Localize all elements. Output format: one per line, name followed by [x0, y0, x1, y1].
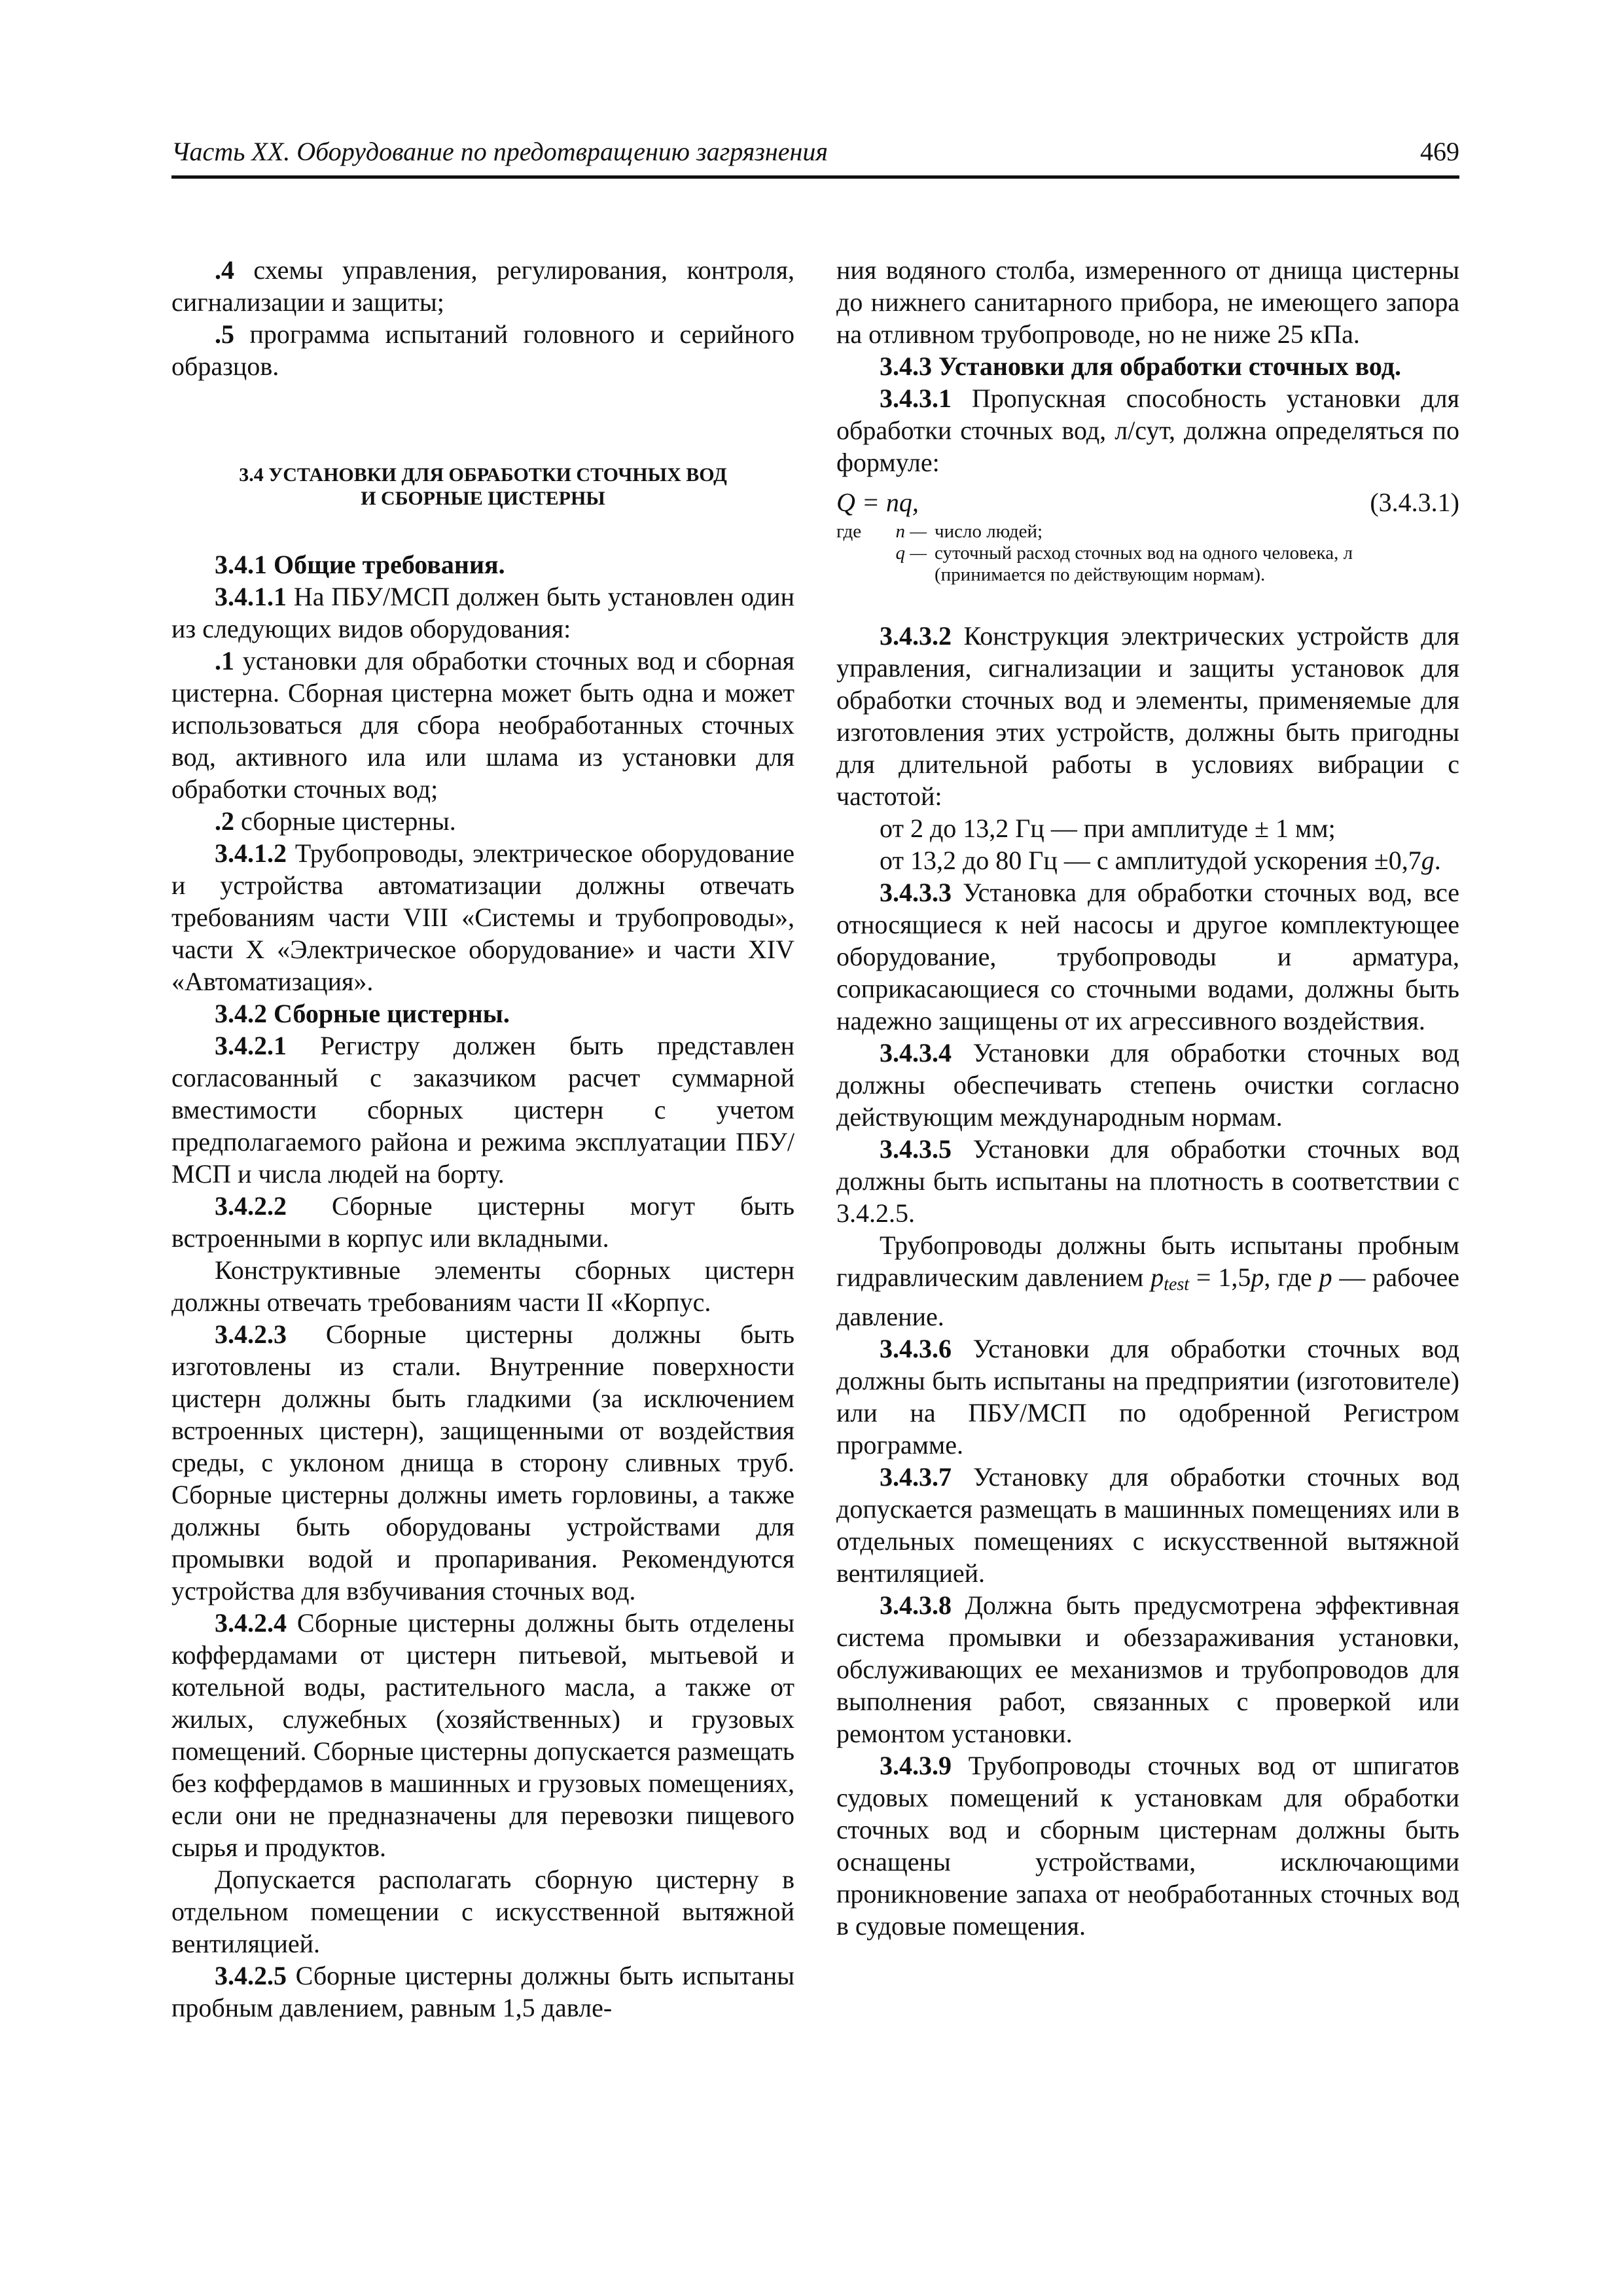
legend-definition-q: суточный расход сточных вод на одного человека, л (принимается по действующим нормам). [935, 543, 1353, 585]
paragraph-text: Сборные цистерны могут быть встроенными в корпус или вкладными. [171, 1191, 794, 1253]
clause-number: 3.4.1.2 [215, 838, 287, 868]
clause-number: 3.4.2.5 [215, 1961, 287, 1990]
paragraph-text: схемы управления, регулирования, контроля, сигнализации и защиты; [171, 255, 794, 317]
paragraph-text: Установки для обработки сточных вод должны быть испытаны на предприятии (изготовителе) или на ПБУ/МСП по одобренной Регистром программе. [836, 1334, 1459, 1460]
paragraph-3-4-3-4 [836, 1037, 1459, 1133]
symbol-p: p [1150, 1263, 1164, 1292]
heading-3-4-1: 3.4.1 Общие требования. [215, 550, 505, 579]
clause-number: 3.4.1.1 [215, 582, 287, 611]
clause-number: 3.4.3.2 [880, 621, 952, 651]
paragraph-text: Установка для обработки сточных вод, все относящиеся к ней насосы и другое комплектующее оборудование, трубопроводы и арматура, соприкасающиеся со сточными водами, должны быть надежно защищены от их агрессивного воздействия. [836, 878, 1459, 1035]
paragraph-text: , где [1264, 1263, 1319, 1292]
heading-3-4-2: 3.4.2 Сборные цистерны. [215, 999, 510, 1028]
paragraph-text: Установки для обработки сточных вод должны обеспечивать степень очистки согласно действующим международным нормам. [836, 1038, 1459, 1132]
item-number: .5 [215, 319, 234, 349]
paragraph-text: Конструкция электрических устройств для управления, сигнализации и защиты установок для обработки сточных вод и элементы, применяемые для изготовления этих устройств, должны быть пригодны для длительной работы в условиях вибрации с частотой: [836, 621, 1459, 811]
running-title: Часть XX. Оборудование по предотвращению загрязнения [171, 137, 828, 166]
paragraph-3-4-3-3 [836, 876, 1459, 1037]
paragraph-text: программа испытаний головного и серийного образцов. [171, 319, 794, 381]
paragraph-text: Трубопроводы должны быть испытаны пробным гидравлическим давлением [836, 1230, 1459, 1292]
paragraph-text: — рабочее давление. [836, 1263, 1459, 1331]
page-number: 469 [1420, 137, 1459, 166]
paragraph-text: = 1,5 [1189, 1263, 1251, 1292]
symbol-g: g [1421, 846, 1435, 875]
item-number: .2 [215, 806, 234, 836]
paragraph-list-item-2 [171, 805, 794, 837]
paragraph-3-4-2-5 [171, 1960, 794, 2024]
formula-legend [836, 521, 1459, 586]
legend-symbol-n: n — [895, 521, 927, 542]
paragraph-3-4-3-7 [836, 1461, 1459, 1589]
clause-number: 3.4.3.9 [880, 1751, 952, 1780]
clause-number: 3.4.3.3 [880, 878, 952, 907]
section-title-line: И СБОРНЫЕ ЦИСТЕРНЫ [361, 488, 605, 509]
paragraph-continuation: ния водяного столба, измеренного от днища цистерны до нижнего санитарного прибора, не имеющего запора на отливном трубопроводе, но не ниже 25 кПа. [836, 255, 1459, 349]
section-title [171, 463, 794, 511]
paragraph-3-4-3-1 [836, 382, 1459, 478]
paragraph-text: Установку для обработки сточных вод допускается размещать в машинных помещениях или в отдельных помещениях с искусственной вытяжной вентиляцией. [836, 1462, 1459, 1588]
clause-number: 3.4.3.8 [880, 1590, 952, 1620]
paragraph-3-4-1-2 [171, 837, 794, 997]
page-header [171, 128, 1459, 174]
paragraph-text: Трубопроводы, электрическое оборудование и устройства автоматизации должны отвечать требованиям части VIII «Системы и трубопроводы», части X «Электрическое оборудование» и части XIV «Автоматизация». [171, 838, 794, 996]
paragraph-3-4-3-5 [836, 1133, 1459, 1229]
section-title-line: 3.4 УСТАНОВКИ ДЛЯ ОБРАБОТКИ СТОЧНЫХ ВОД [239, 464, 727, 486]
clause-number: 3.4.3.6 [880, 1334, 952, 1363]
legend-symbol-q: q — [895, 543, 927, 564]
paragraph-text: Сборные цистерны должны быть отделены коффердамами от цистерн питьевой, мытьевой и котельной воды, растительного масла, а также от жилых, служебных (хозяйственных) и грузовых помещений. Сборные цистерны допускается размещать без коффердамов в машинных и грузовых помещениях, если они не предназначены для перевозки пищевого сырья и продуктов. [171, 1608, 794, 1862]
paragraph-item-4 [171, 254, 794, 318]
paragraph-3-4-2-3 [171, 1318, 794, 1607]
legend-definition-n: число людей; [935, 521, 1043, 542]
paragraph-3-4-2-4 [171, 1607, 794, 1863]
paragraph-text: Регистру должен быть представлен согласованный с заказчиком расчет суммарной вместимости сборных цистерн с учетом предполагаемого района и режима эксплуатации ПБУ/МСП и числа людей на борту. [171, 1031, 794, 1189]
paragraph-text: Установки для обработки сточных вод должны быть испытаны на плотность в соответствии с 3.4.2.5. [836, 1134, 1459, 1228]
left-column [171, 254, 794, 2024]
clause-number: 3.4.3.4 [880, 1038, 952, 1067]
clause-number: 3.4.2.3 [215, 1319, 287, 1349]
item-number: .4 [215, 255, 234, 285]
paragraph-text: от 13,2 до 80 Гц — с амплитудой ускорения ±0,7 [880, 846, 1421, 875]
paragraph-vibration-2 [836, 844, 1459, 876]
paragraph-3-4-3-6 [836, 1333, 1459, 1461]
paragraph-text: На ПБУ/МСП должен быть установлен один из следующих видов оборудования: [171, 582, 794, 643]
right-column [836, 254, 1459, 1942]
clause-number: 3.4.3.7 [880, 1462, 952, 1492]
paragraph-text: Сборные цистерны должны быть испытаны пробным давлением, равным 1,5 давле- [171, 1961, 794, 2022]
item-number: .1 [215, 646, 234, 675]
paragraph-pipes-test [836, 1229, 1459, 1333]
symbol-p: p [1319, 1263, 1332, 1292]
legend-where: где [836, 521, 862, 542]
subscript-test: test [1164, 1274, 1190, 1295]
heading-3-4-3: 3.4.3 Установки для обработки сточных вод. [880, 351, 1402, 381]
paragraph-text: Пропускная способность установки для обработки сточных вод, л/сут, должна определяться по формуле: [836, 384, 1459, 477]
formula-3-4-3-1 [836, 486, 1459, 518]
paragraph-3-4-3-2 [836, 620, 1459, 812]
paragraph-text: Сборные цистерны должны быть изготовлены из стали. Внутренние поверхности цистерн должны быть гладкими (за исключением встроенных цистерн), защищенными от воздействия среды, с уклоном днища в сторону сливных труб. Сборные цистерны должны иметь горловины, а также должны быть оборудованы устройствами для промывки водой и пропаривания. Рекомендуются устройства для взбучивания сточных вод. [171, 1319, 794, 1605]
paragraph-constructive: Конструктивные элементы сборных цистерн должны отвечать требованиям части II «Корпус. [171, 1255, 794, 1317]
paragraph-vibration-1: от 2 до 13,2 Гц — при амплитуде ± 1 мм; [880, 814, 1336, 843]
paragraph-text: установки для обработки сточных вод и сборная цистерна. Сборная цистерна может быть одна и может использоваться для сбора необработанных сточных вод, активного ила или шлама из установки для обработки сточных вод; [171, 646, 794, 804]
clause-number: 3.4.2.2 [215, 1191, 287, 1221]
clause-number: 3.4.3.1 [880, 384, 952, 413]
clause-number: 3.4.2.4 [215, 1608, 287, 1638]
paragraph-text: Трубопроводы сточных вод от шпигатов судовых помещений к установкам для обработки сточных вод и сборным цистернам должны быть оснащены устройствами, исключающими проникновение запаха от необработанных сточных вод в судовые помещения. [836, 1751, 1459, 1941]
paragraph-text: . [1434, 846, 1441, 875]
paragraph-text: сборные цистерны. [234, 806, 456, 836]
paragraph-3-4-1-1 [171, 581, 794, 645]
paragraph-3-4-3-9 [836, 1749, 1459, 1942]
formula-expression: Q = nq, [836, 488, 919, 517]
paragraph-3-4-2-2 [171, 1190, 794, 1254]
clause-number: 3.4.3.5 [880, 1134, 952, 1164]
formula-number: (3.4.3.1) [1370, 488, 1459, 517]
paragraph-3-4-2-1 [171, 1030, 794, 1190]
paragraph-list-item-1 [171, 645, 794, 805]
header-rule [171, 175, 1459, 179]
paragraph-text: Должна быть предусмотрена эффективная система промывки и обеззараживания установки, обслуживающих ее механизмов и трубопроводов для выполнения работ, связанных с проверкой или ремонтом установки. [836, 1590, 1459, 1748]
clause-number: 3.4.2.1 [215, 1031, 287, 1060]
symbol-p: p [1251, 1263, 1264, 1292]
paragraph-allowed: Допускается располагать сборную цистерну в отдельном помещении с искусственной вытяжной вентиляцией. [171, 1865, 794, 1958]
paragraph-3-4-3-8 [836, 1589, 1459, 1749]
paragraph-item-5 [171, 318, 794, 382]
